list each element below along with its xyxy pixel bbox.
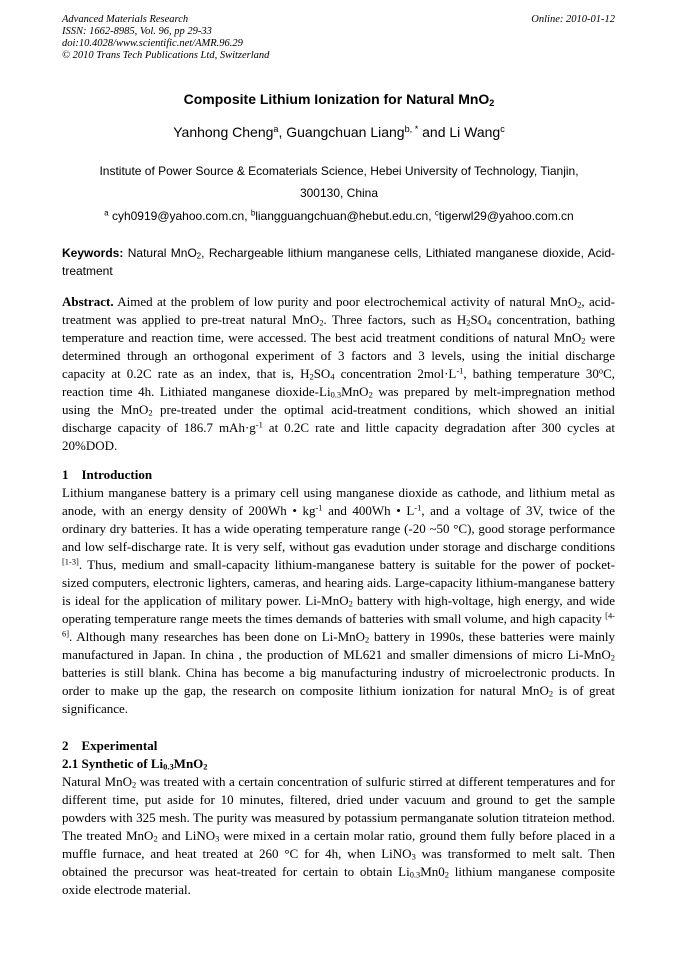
abstract-label: Abstract. <box>62 294 114 309</box>
section-body: Natural MnO$_2$ was treated with a certain concentration of sulfuric stirred at different temperatures and for different time, put aside for 10 minutes, filtered, dried under vacuum and ground to get the sample powders with 325 mesh. The purity was measured by potassium permanganate solution titrateion method. The treated MnO$_2$ and LiNO$_3$ were mixed in a certain molar ratio, ground them fully before placed in a muffle furnace, and heat treated at 260 °C for 4h, when LiNO$_3$ was transformed to melt salt. Then obtained the precursor was heat-treated for certain to obtain $Li_{0.3}Mn0_2$ lithium manganese composite oxide electrode material. <box>62 774 615 897</box>
email-list: $^a$ cyh0919@yahoo.com.cn, $^b$liangguangchuan@hebut.edu.cn, $^c$tigerwl29@yahoo.com.cn <box>104 208 574 223</box>
author-list: Yanhong Cheng$^a$, Guangchuan Liang$^{b, *}$ and Li Wang$^c$ <box>173 124 505 140</box>
email-address: liangguangchuan@hebut.edu.cn, <box>255 209 435 223</box>
online-date: Online: 2010-01-12 <box>531 14 615 25</box>
author-name: Li Wang <box>449 124 501 140</box>
citation: [1-3] <box>62 556 79 567</box>
issn-line: ISSN: 1662-8985, Vol. 96, pp 29-33 <box>62 26 212 37</box>
keywords-label: Keywords: <box>62 246 124 260</box>
paper-title: Composite Lithium Ionization for Natural MnO$_2$ <box>183 91 495 108</box>
section-heading: 1 Introduction <box>62 467 153 482</box>
author-name: Guangchuan Liang <box>286 124 405 140</box>
citation: [4-6] <box>62 610 615 639</box>
email-address: cyh0919@yahoo.com.cn, <box>108 209 251 223</box>
section-body: Lithium manganese battery is a primary cell using manganese dioxide as cathode, and lithium metal as anode, with an energy density of 200Wh • $kg^{-1}$ and 400Wh • $L^{-1}$, and a voltage of 3V, twice of the ordinary dry batteries. It has a wide operating temperature range (-20 ~50 °C), good storage performance and low self-discharge rate. It is very self, without gas evadution under storage and discharge conditions [1-3]. Thus, medium and small-capacity lithium-manganese battery is suitable for the power of pocket-sized computers, electronic lighters, cameras, and hearing aids. Large-capacity lithium-manganese battery is ideal for the application of military power. Li-MnO$_2$ battery with high-voltage, high energy, and wide operating temperature range meets the times demands of batteries with small volume, and high capacity [4-6]. Although many researches has been done on Li-MnO$_2$ battery in 1990s, these batteries were mainly manufactured in Japan. In china , the production of ML621 and smaller dimensions of micro Li-MnO$_2$ batteries is still blank. China has become a big manufacturing industry of microelectronic products. In order to make up the gap, the research on composite lithium ionization for natural MnO$_2$ is of great significance. <box>62 485 616 716</box>
section-heading: 2 Experimental <box>62 738 158 753</box>
author-name: Yanhong Cheng <box>173 124 274 140</box>
experimental-section <box>62 737 615 899</box>
journal-name: Advanced Materials Research <box>62 14 189 25</box>
copyright-line: © 2010 Trans Tech Publications Ltd, Switzerland <box>62 50 270 61</box>
email-address: tigerwl29@yahoo.com.cn <box>438 209 574 223</box>
keywords: Keywords: Natural MnO$_2$, Rechargeable lithium manganese cells, Lithiated manganese dioxide, Acid-treatment <box>62 246 616 278</box>
subsection-heading: 2.1 Synthetic of $Li_{0.3}MnO_2$ <box>62 756 208 772</box>
affiliation: Institute of Power Source & Ecomaterials Science, Hebei University of Technology, Tianjin, 300130, China <box>99 164 579 200</box>
journal-header <box>62 14 269 62</box>
introduction-section <box>62 466 615 718</box>
doi-line: doi:10.4028/www.scientific.net/AMR.96.29 <box>62 38 243 49</box>
abstract: Abstract. Aimed at the problem of low purity and poor electrochemical activity of natural MnO$_2$, acid-treatment was applied to pre-treat natural MnO$_2$. Three factors, such as $H_2SO_4$ concentration, bathing temperature and reaction time, were accessed. The best acid treatment conditions of natural MnO$_2$ were determined through an orthogonal experiment of 3 factors and 3 levels, using the initial discharge capacity at 0.2C rate as an index, that is, $H_2SO_4$ concentration $2mol\cdot L^{-1}$, bathing temperature 30$^o$C, reaction time 4h. Lithiated manganese dioxide-$Li_{0.3}MnO_2$ was prepared by melt-impregnation method using the MnO$_2$ pre-treated under the optimal acid-treatment conditions, which showed an initial discharge capacity of 186.7 $mAh\cdot g^{-1}$ at 0.2C rate and little capacity degradation after 300 cycles at 20%DOD. <box>62 294 616 453</box>
